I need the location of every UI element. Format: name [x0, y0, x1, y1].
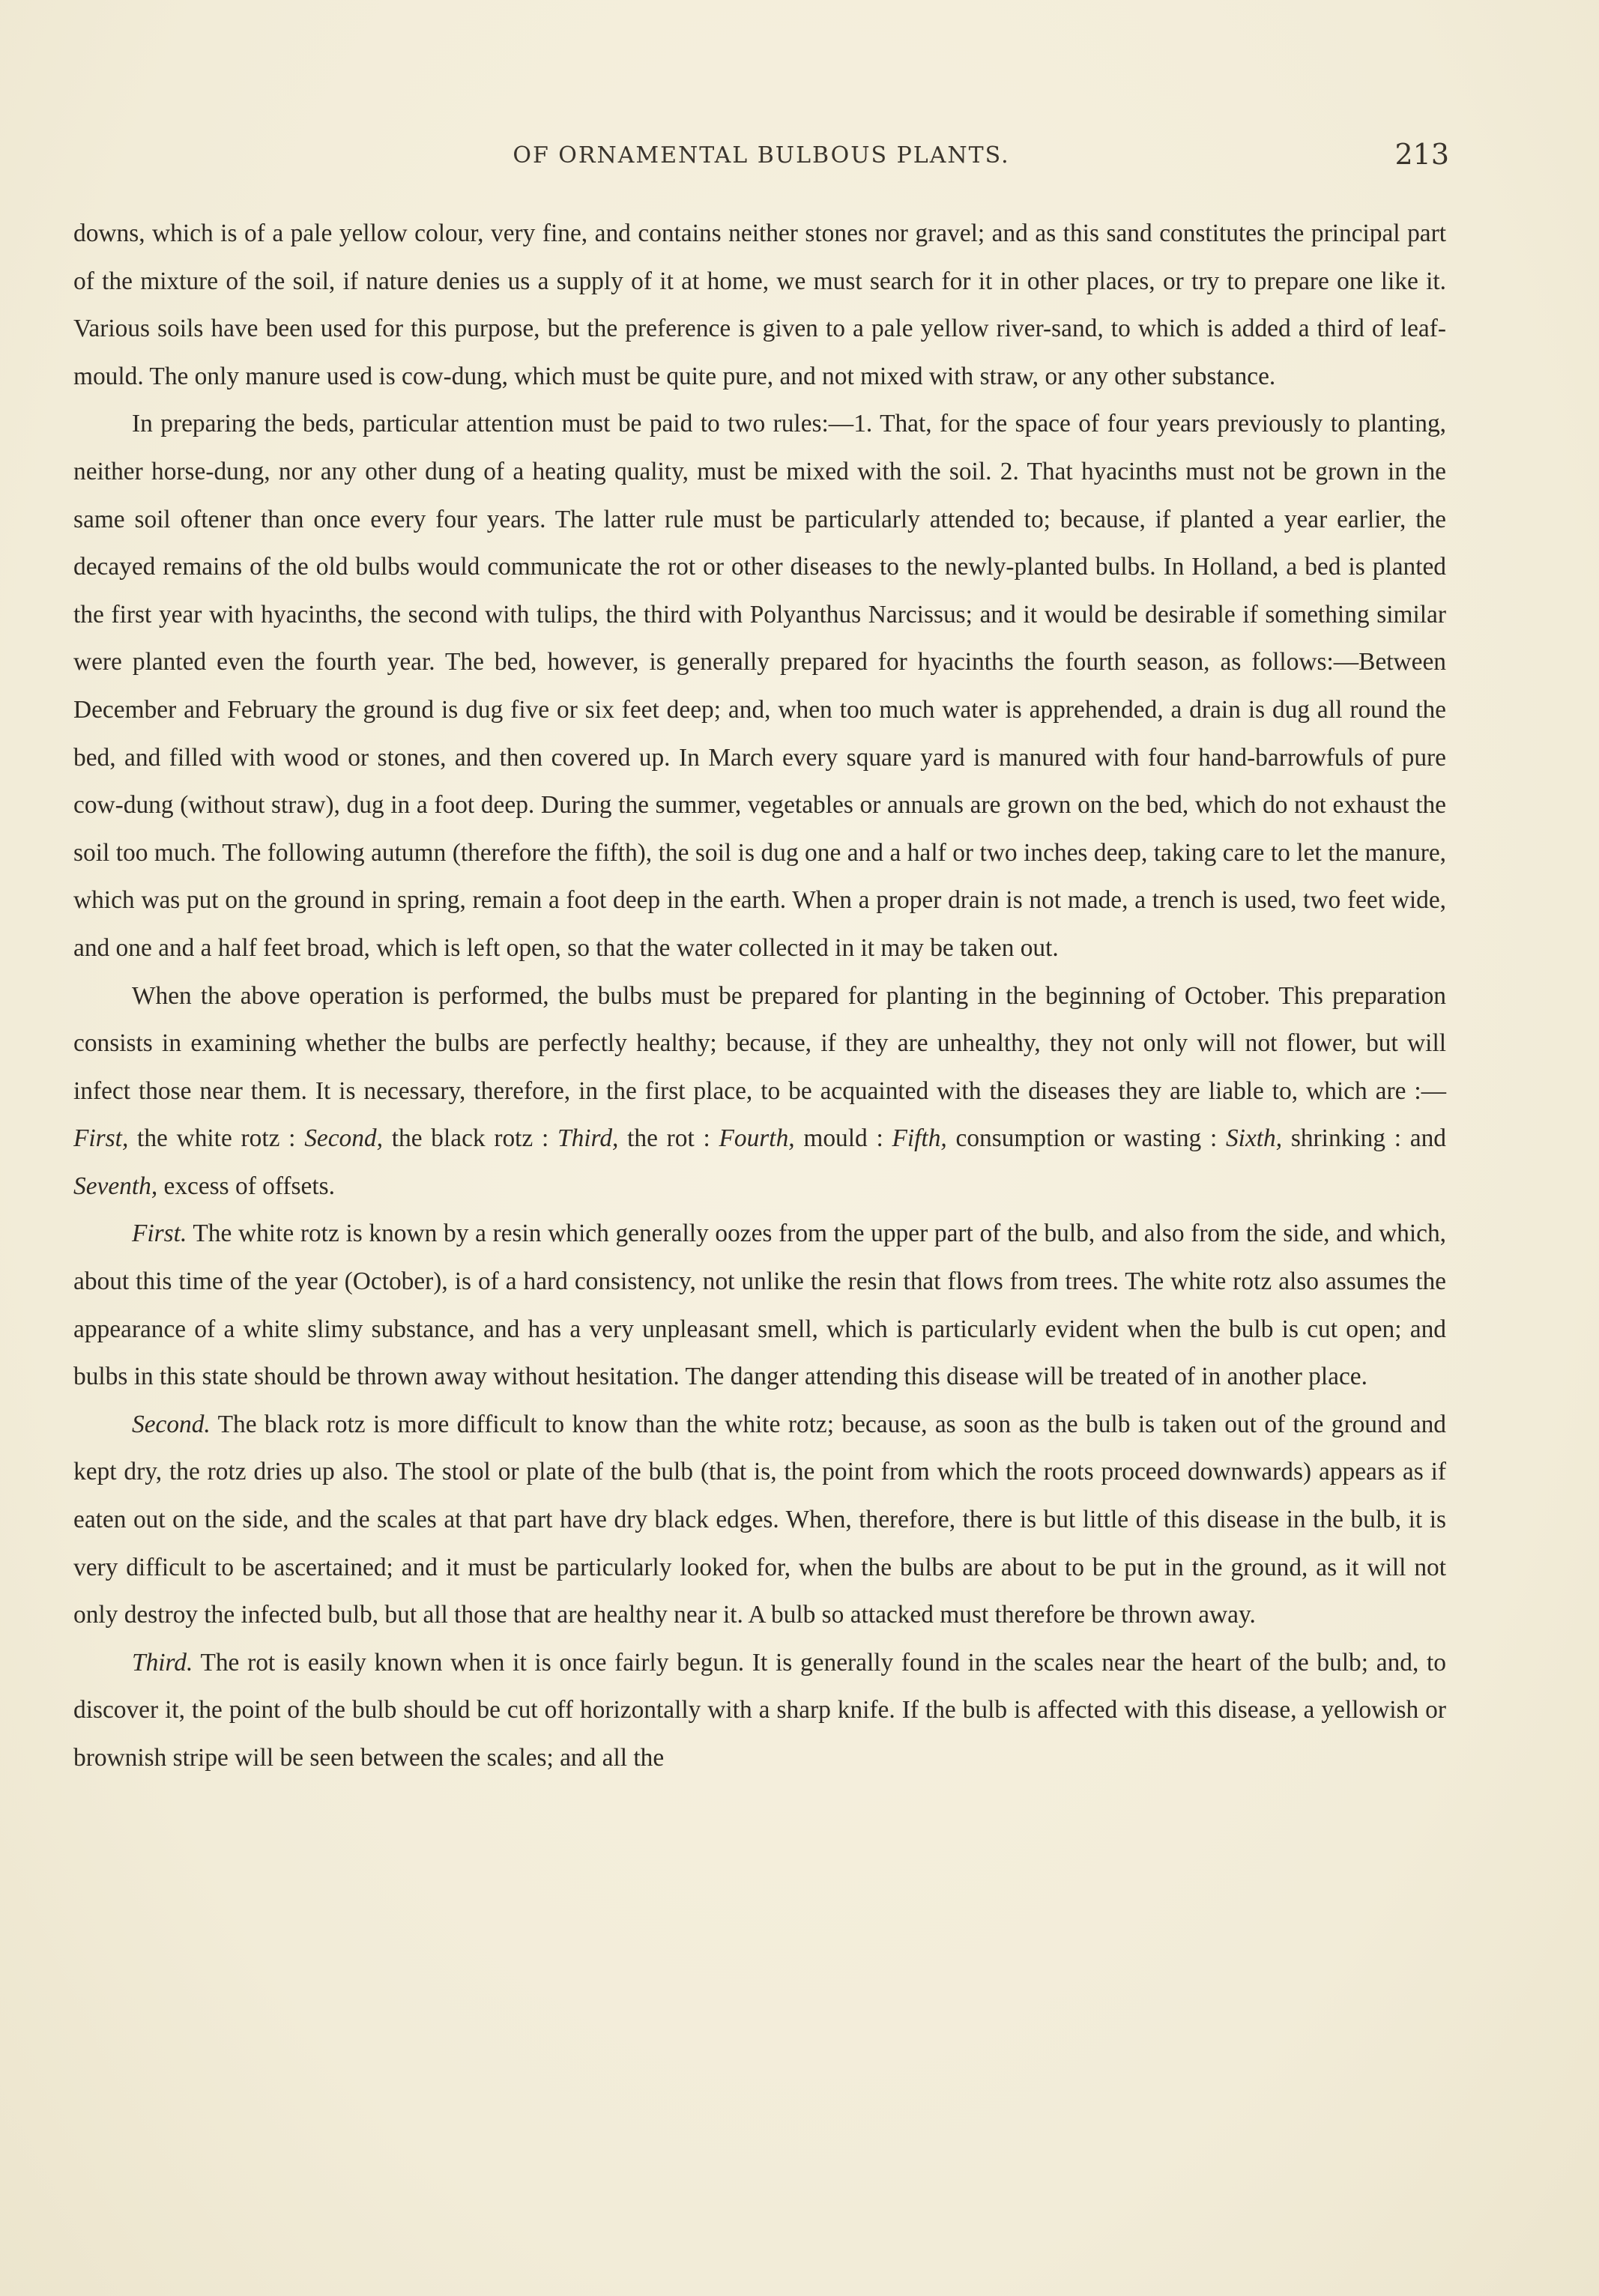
paragraph-text: In preparing the beds, particular attention must be paid to two rules:—1. That, for the space of four years previously to planting, neither horse-dung, nor any other dung of a heating quality, must be mixed with the soil. 2. That hyacinths must not be grown in the same soil oftener than once every four years. The latter rule must be particularly attended to; because, if planted a year earlier, the decayed remains of the old bulbs would communicate the rot or other diseases to the newly-planted bulbs. In Holland, a bed is planted the first year with hyacinths, the second with tulips, the third with Polyanthus Narcissus; and it would be desirable if something similar were planted even the fourth year. The bed, however, is generally prepared for hyacinths the fourth season, as follows:—Between December and February the ground is dug five or six feet deep; and, when too much water is apprehended, a drain is dug all round the bed, and filled with wood or stones, and then covered up. In March every square yard is manured with four hand-barrowfuls of pure cow-dung (without straw), dug in a foot deep. During the summer, vegetables or annuals are grown on the bed, which do not exhaust the soil too much. The following autumn (therefore the fifth), the soil is dug one and a half or two inches deep, taking care to let the manure, which was put on the ground in spring, remain a foot deep in the earth. When a proper drain is not made, a trench is used, two feet wide, and one and a half feet broad, which is left open, so that the water collected in it may be taken out.	[73, 410, 1446, 962]
italic-label: Sixth,	[1225, 1124, 1283, 1153]
paragraph-black-rotz	[73, 1401, 1446, 1639]
paragraph-white-rotz	[73, 1210, 1446, 1400]
italic-label: Fifth,	[892, 1124, 947, 1153]
section-label: Third.	[132, 1648, 193, 1676]
paragraph-text: excess of offsets.	[157, 1172, 335, 1200]
italic-label: Fourth,	[719, 1124, 795, 1153]
paragraph-continuation	[73, 210, 1446, 400]
page-number: 213	[1394, 138, 1449, 171]
italic-label: Third,	[557, 1124, 619, 1153]
paragraph-text: the white rotz :	[128, 1124, 305, 1153]
paragraph-diseases-list	[73, 972, 1446, 1211]
italic-label: Second,	[304, 1124, 383, 1153]
paragraph-text: The white rotz is known by a resin which generally oozes from the upper part of the bulb, and also from the side, and which, about this time of the year (October), is of a hard consistency, not unlike the resin that flows from trees. The white rotz also assumes the appearance of a white slimy substance, and has a very unpleasant smell, which is particularly evident when the bulb is cut open; and bulbs in this state should be thrown away without hesitation. The danger attending this disease will be treated of in another place.	[73, 1220, 1446, 1391]
section-label: Second.	[132, 1410, 211, 1438]
paragraph-text: The black rotz is more difficult to know than the white rotz; because, as soon as the bulb is taken out of the ground and kept dry, the rotz dries up also. The stool or plate of the bulb (that is, the point from which the roots proceed downwards) appears as if eaten out on the side, and the scales at that part have dry black edges. When, therefore, there is but little of this disease in the bulb, it is very difficult to be ascertained; and it must be particularly looked for, when the bulbs are about to be put in the ground, as it will not only destroy the infected bulb, but all those that are healthy near it. A bulb so attacked must therefore be thrown away.	[73, 1410, 1446, 1629]
paragraph-text: The rot is easily known when it is once fairly begun. It is generally found in the scales near the heart of the bulb; and, to discover it, the point of the bulb should be cut off horizontally with a sharp knife. If the bulb is affected with this disease, a yellowish or brownish stripe will be seen between the scales; and all the	[73, 1648, 1446, 1772]
paragraph-text: When the above operation is performed, the bulbs must be prepared for planting in the beginning of October. This preparation consists in examining whether the bulbs are perfectly healthy; because, if they are unhealthy, they not only will not flower, but will infect those near them. It is necessary, therefore, in the first place, to be acquainted with the diseases they are liable to, which are :—	[73, 981, 1446, 1105]
body-text	[73, 210, 1446, 1782]
paragraph-text: the rot :	[618, 1124, 719, 1153]
paragraph-text: consumption or wasting :	[946, 1124, 1226, 1153]
paragraph-text: mould :	[794, 1124, 892, 1153]
paragraph-preparing-beds	[73, 400, 1446, 972]
italic-label: Seventh,	[73, 1172, 158, 1200]
running-title: OF ORNAMENTAL BULBOUS PLANTS.	[513, 142, 1010, 169]
section-label: First.	[132, 1220, 187, 1248]
paragraph-text: the black rotz :	[382, 1124, 558, 1153]
page-header	[73, 138, 1449, 180]
paragraph-text: shrinking : and	[1282, 1124, 1446, 1153]
paragraph-rot	[73, 1639, 1446, 1782]
italic-label: First,	[73, 1124, 129, 1153]
paragraph-text: downs, which is of a pale yellow colour, very fine, and contains neither stones nor gravel; and as this sand constitutes the principal part of the mixture of the soil, if nature denies us a supply of it at home, we must search for it in other places, or try to prepare one like it. Various soils have been used for this purpose, but the preference is given to a pale yellow river-sand, to which is added a third of leaf-mould. The only manure used is cow-dung, which must be quite pure, and not mixed with straw, or any other substance.	[73, 219, 1446, 390]
